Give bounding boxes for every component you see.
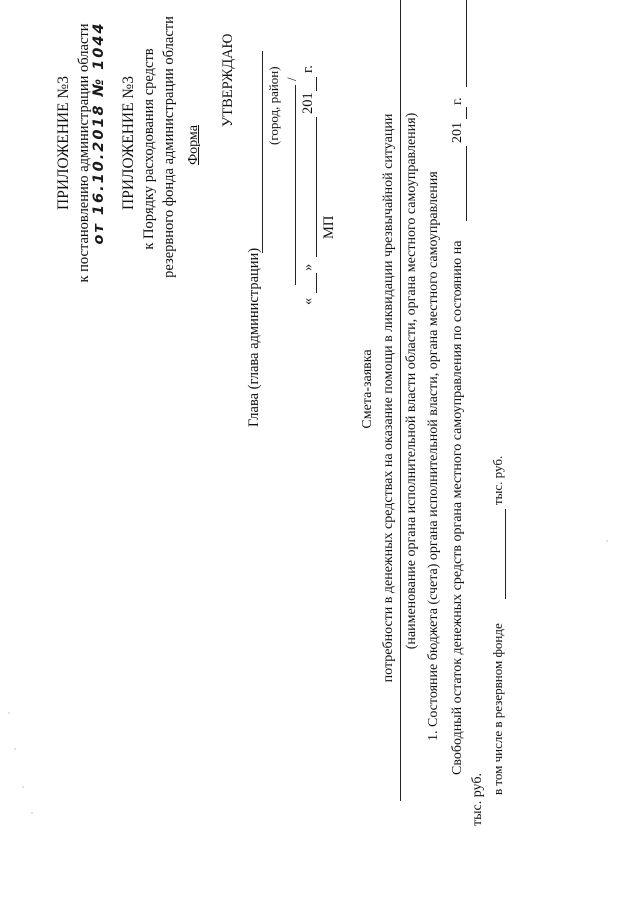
- procedure-appendix-line1: к Порядку расходования средств: [141, 48, 157, 250]
- year-line: [316, 77, 317, 91]
- head-label: Глава (глава администрации): [246, 247, 262, 427]
- city-label: (город, район): [266, 66, 281, 145]
- balance-year-prefix: 201: [450, 122, 465, 143]
- name-line: [295, 85, 296, 285]
- reserve-fund-line: [505, 509, 506, 599]
- balance-date-line: [466, 146, 467, 221]
- appendix-title: ПРИЛОЖЕНИЕ №3: [55, 76, 72, 210]
- slash-mark: /: [284, 77, 299, 81]
- form-label: Форма: [186, 125, 201, 165]
- reserve-fund-unit: тыс. руб.: [490, 455, 505, 505]
- organization-line: [400, 0, 401, 801]
- estimate-subtitle: потребности в денежных средствах на оказание помощи в ликвидации чрезвычайной ситуации: [381, 113, 396, 683]
- stamp-mark: МП: [321, 215, 337, 239]
- day-line: [316, 273, 317, 293]
- year-suffix: г.: [300, 65, 316, 73]
- organization-caption: (наименование органа исполнительной власти области, органа местного самоуправления): [404, 112, 419, 650]
- handwritten-date-number: от 16.10.2018 № 1044: [91, 21, 107, 245]
- section1-line1: 1. Состояние бюджета (счета) органа исполнительной власти, органа местного самоуправления: [426, 171, 441, 741]
- procedure-appendix-title: ПРИЛОЖЕНИЕ №3: [120, 76, 137, 210]
- head-signature-line: [262, 51, 263, 253]
- estimate-title: Смета-заявка: [360, 349, 375, 429]
- quote-open: «: [300, 297, 316, 305]
- balance-amount-line: [466, 0, 467, 87]
- balance-year-suffix: г.: [450, 97, 465, 105]
- quote-close: »: [300, 263, 316, 271]
- section1-line2: Свободный остаток денежных средств органа местного самоуправления по состоянию на: [450, 240, 465, 775]
- reserve-fund-label: в том числе в резервном фонде: [490, 623, 505, 795]
- balance-year-line: [466, 107, 467, 119]
- appendix-decree-line: к постановлению администрации области: [76, 23, 92, 283]
- balance-unit: тыс. руб.: [470, 773, 485, 826]
- year-prefix: 201: [300, 92, 316, 114]
- month-line: [316, 117, 317, 257]
- approve-title: УТВЕРЖДАЮ: [220, 33, 236, 127]
- procedure-appendix-line2: резервного фонда администрации области: [161, 16, 177, 278]
